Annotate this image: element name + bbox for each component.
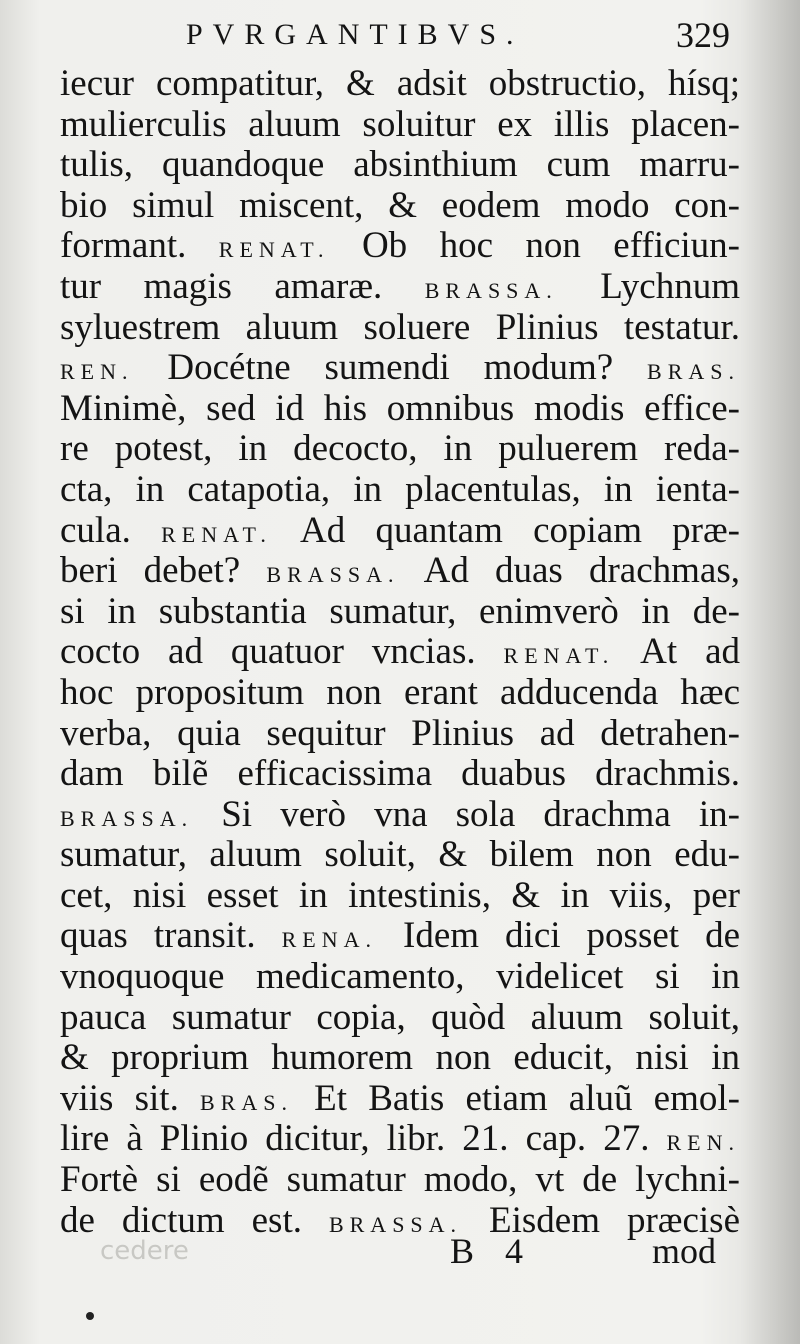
line-text: beri debet? [60,551,267,592]
text-line [60,1038,740,1079]
page-edge-shadow [740,0,800,1344]
line-text: hoc propositum non erant adducenda hæc [60,672,740,713]
text-line [60,267,740,308]
text-line [60,429,740,470]
text-block [60,64,740,1241]
line-text: mulierculis aluum soluitur ex illis placen- [60,104,740,145]
line-text: dam bilẽ efficacissima duabus drachmis. [60,754,740,795]
line-text: iecur compatitur, & adsit obstructio, hísq; [60,64,740,104]
line-text: Idem dici posset de [376,916,740,957]
text-line [60,389,740,430]
text-line [60,64,740,105]
speaker-name: BRASSA. [328,1211,463,1237]
ink-dot [86,1312,94,1320]
text-line [60,673,740,714]
speaker-name: RENA. [281,927,377,953]
signature-mark: B 4 [450,1231,524,1271]
text-line [60,1119,740,1160]
text-line [60,592,740,633]
page-footer [0,1228,800,1278]
line-text: Minimè, sed id his omnibus modis effice- [60,388,740,429]
text-line [60,1079,740,1120]
text-line [60,632,740,673]
speaker-name: BRASSA. [424,277,558,303]
line-text: Docétne sumendi modum? [133,348,648,389]
line-text: Si verò vna sola drachma in- [193,794,740,835]
line-text: Et Batis etiam aluũ emol- [293,1078,740,1119]
line-text: Ad duas drachmas, [399,551,740,592]
line-text: vnoquoque medicamento, videlicet si in [60,957,740,998]
text-line [60,957,740,998]
line-text: At ad [614,632,740,673]
text-line [60,105,740,146]
line-text: Ad quantam copiam præ- [271,510,740,551]
text-line [60,470,740,511]
line-text: de dictum est. [60,1200,329,1241]
speaker-name: RENAT. [503,643,615,669]
line-text: cet, nisi esset in intestinis, & in viis, per [60,875,740,916]
line-text: sumatur, aluum soluit, & bilem non edu- [60,835,740,876]
text-line [60,1160,740,1201]
text-line [60,835,740,876]
text-line [60,714,740,755]
line-text: cocto ad quatuor vncias. [60,632,504,673]
line-text: & proprium humorem non educit, nisi in [60,1038,740,1079]
text-line [60,226,740,267]
line-text: tulis, quandoque absinthium cum marru- [60,145,740,186]
speaker-name: BRAS. [200,1089,293,1115]
text-line [60,754,740,795]
text-line [60,998,740,1039]
running-head [0,14,800,58]
text-line [60,145,740,186]
running-title: PVRGANTIBVS. [186,18,524,51]
speaker-name: REN. [666,1130,740,1156]
text-line [60,795,740,836]
text-line [60,186,740,227]
speaker-name: REN. [60,359,134,385]
line-text: formant. [60,226,219,267]
text-line [60,511,740,552]
speaker-name: BRAS. [647,359,740,385]
text-line [60,916,740,957]
catchword: mod [652,1231,717,1271]
faded-stamp: cedere [100,1236,189,1266]
line-text: bio simul miscent, & eodem modo con- [60,185,740,226]
text-line [60,308,740,349]
line-text: tur magis amaræ. [60,266,425,307]
line-text: lire à Plinio dicitur, libr. 21. cap. 27. [60,1119,667,1160]
speaker-name: BRASSA. [60,805,194,831]
line-text: Fortè si eodẽ sumatur modo, vt de lychni- [60,1160,740,1201]
speaker-name: RENAT. [218,237,330,263]
line-text: quas transit. [60,916,282,957]
line-text: cta, in catapotia, in placentulas, in ienta- [60,469,740,510]
line-text: cula. [60,510,162,551]
page-number: 329 [676,15,730,55]
speaker-name: RENAT. [161,521,272,547]
line-text: Ob hoc non efficiun- [329,226,740,267]
line-text: re potest, in decocto, in puluerem reda- [60,429,740,470]
line-text: pauca sumatur copia, quòd aluum soluit, [60,997,740,1038]
text-line [60,551,740,592]
line-text: Eisdem præcisè [462,1200,740,1241]
text-line [60,876,740,917]
text-line [60,348,740,389]
line-text: verba, quia sequitur Plinius ad detrahen- [60,713,740,754]
line-text: si in substantia sumatur, enimverò in de- [60,591,740,632]
line-text: viis sit. [60,1078,201,1119]
line-text: Lychnum [557,266,740,307]
speaker-name: BRASSA. [266,562,400,588]
line-text: syluestrem aluum soluere Plinius testatur. [60,307,740,348]
